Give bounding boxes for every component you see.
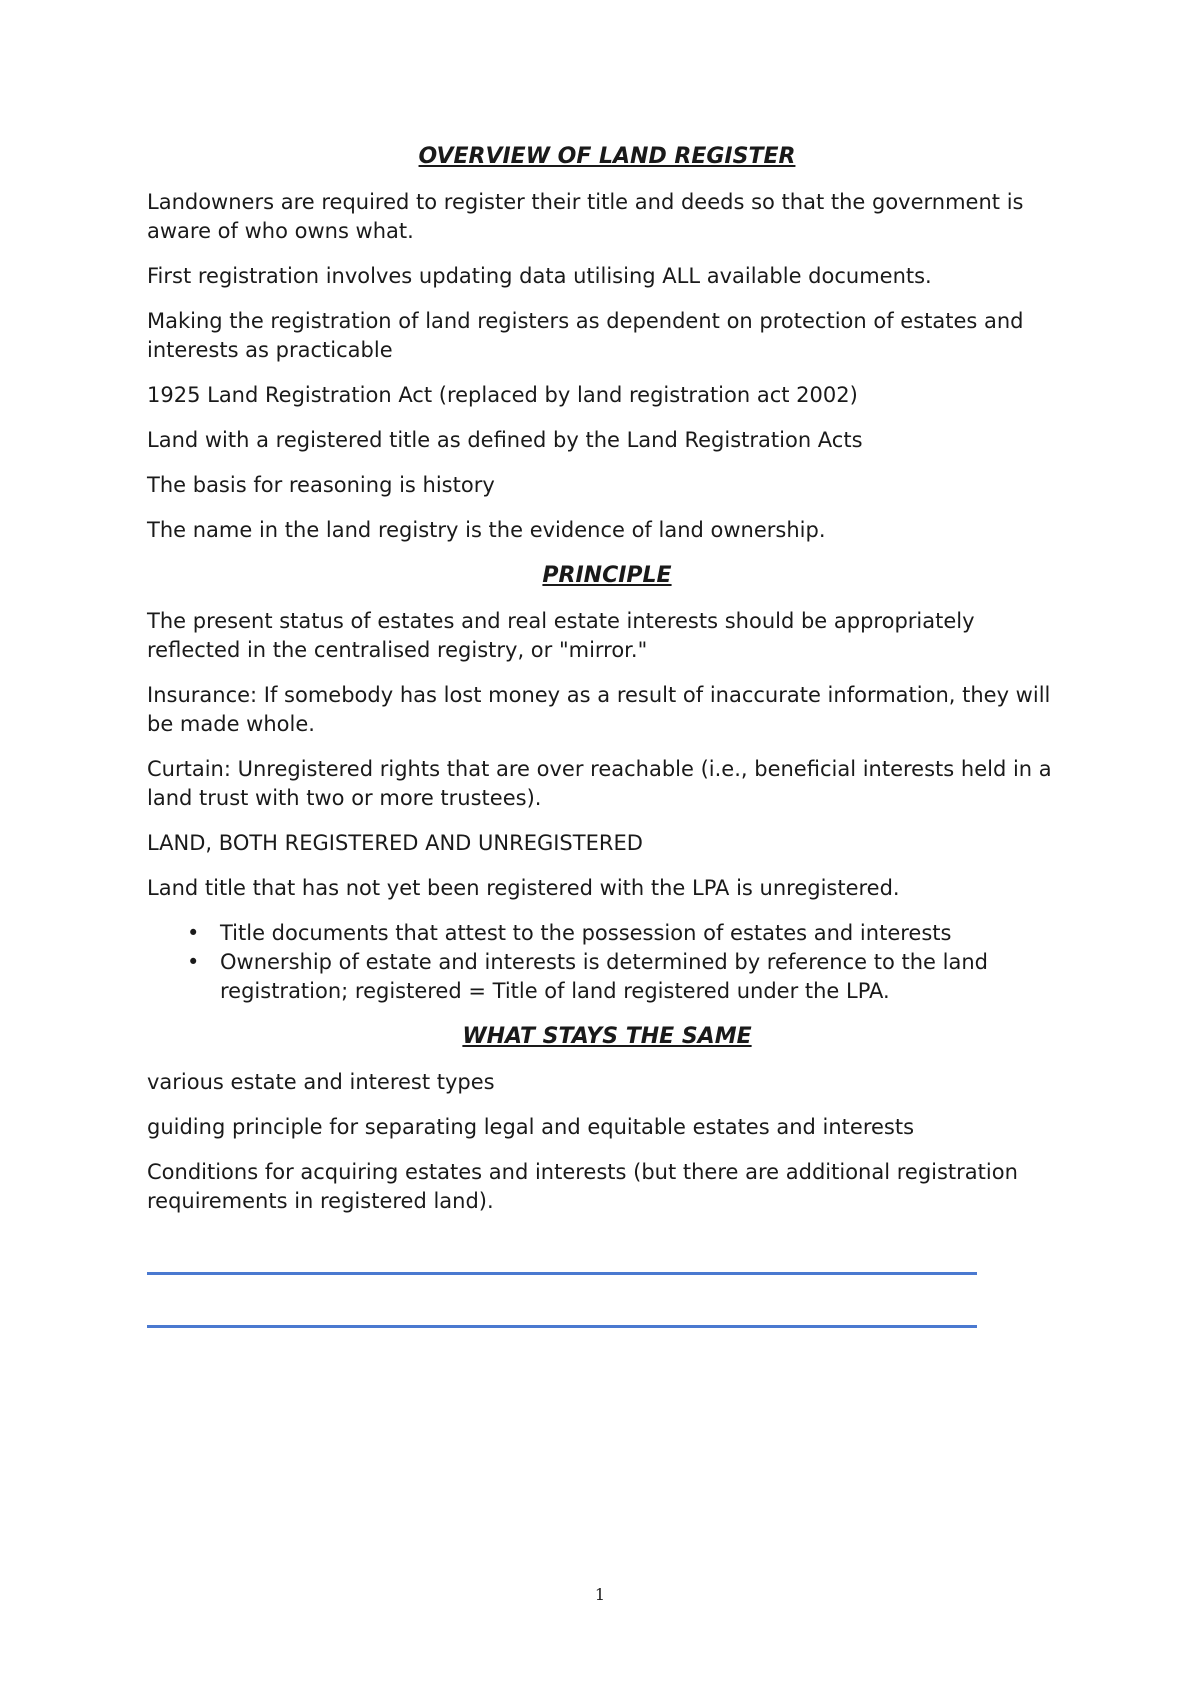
paragraph: Landowners are required to register their title and deeds so that the government is aware of who owns what. (147, 190, 1024, 243)
paragraph: The name in the land registry is the evidence of land ownership. (147, 518, 826, 542)
bullet-dot-icon: • (187, 950, 200, 974)
paragraph: First registration involves updating data utilising ALL available documents. (147, 264, 932, 288)
horizontal-rule (147, 1325, 977, 1328)
paragraph: Insurance: If somebody has lost money as a result of inaccurate information, they will be made whole. (147, 683, 1051, 736)
bullet-item (147, 948, 1067, 1006)
heading-what-stays-the-same: WHAT STAYS THE SAME (462, 1024, 752, 1049)
paragraph: Making the registration of land registers as dependent on protection of estates and interests as practicable (147, 309, 1024, 362)
paragraph: guiding principle for separating legal and equitable estates and interests (147, 1115, 915, 1139)
heading-overview: OVERVIEW OF LAND REGISTER (418, 144, 796, 169)
heading-principle: PRINCIPLE (542, 563, 672, 588)
paragraph: various estate and interest types (147, 1070, 495, 1094)
paragraph: 1925 Land Registration Act (replaced by land registration act 2002) (147, 383, 858, 407)
bullet-item (147, 919, 1067, 948)
horizontal-rule (147, 1272, 977, 1275)
page-number: 1 (594, 1585, 606, 1604)
bullet-list (147, 919, 1067, 1006)
paragraph: Land with a registered title as defined by the Land Registration Acts (147, 428, 863, 452)
bullet-dot-icon: • (187, 921, 200, 945)
paragraph: The basis for reasoning is history (147, 473, 495, 497)
paragraph: LAND, BOTH REGISTERED AND UNREGISTERED (147, 831, 643, 855)
paragraph: Curtain: Unregistered rights that are over reachable (i.e., beneficial interests held in a land trust with two or more trustees). (147, 757, 1052, 810)
document-body (147, 142, 1067, 1232)
paragraph: The present status of estates and real estate interests should be appropriately reflected in the centralised registry, or "mirror." (147, 609, 975, 662)
paragraph: Land title that has not yet been registered with the LPA is unregistered. (147, 876, 900, 900)
bullet-text: Ownership of estate and interests is determined by reference to the land registration; registered = Title of land registered under the LPA. (220, 950, 988, 1003)
paragraph: Conditions for acquiring estates and interests (but there are additional registration requirements in registered land). (147, 1160, 1018, 1213)
bullet-text: Title documents that attest to the possession of estates and interests (220, 921, 952, 945)
